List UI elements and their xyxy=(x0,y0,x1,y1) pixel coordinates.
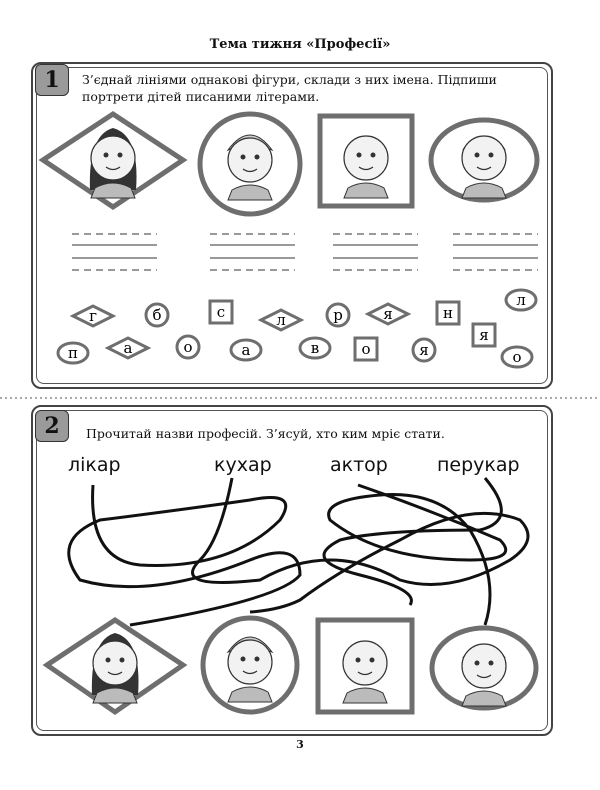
letter-char: л xyxy=(516,291,526,309)
letter-square xyxy=(355,338,377,360)
letter-char: р xyxy=(333,306,343,324)
portrait-girl-square-2 xyxy=(318,620,412,712)
letter-oval xyxy=(300,338,330,358)
profession-doctor: лікар xyxy=(68,454,121,476)
letter-char: в xyxy=(310,339,320,357)
letter-oval xyxy=(502,347,532,367)
letter-oval xyxy=(506,290,536,310)
letter-oval xyxy=(231,340,261,360)
profession-actor: актор xyxy=(330,454,388,476)
letter-char: я xyxy=(383,305,393,323)
page-number: 3 xyxy=(296,738,304,751)
letter-circle xyxy=(327,304,349,326)
letter-char: г xyxy=(89,307,97,325)
portrait-boy-oval xyxy=(431,120,537,200)
letter-char: с xyxy=(216,303,226,321)
letter-char: а xyxy=(241,341,251,359)
portrait-boy-circle-2 xyxy=(203,618,297,712)
exercise-1-number: 1 xyxy=(35,64,69,96)
profession-hairdresser: перукар xyxy=(437,454,520,476)
letter-circle xyxy=(146,304,168,326)
letter-diamond xyxy=(261,310,301,330)
portrait-girl-diamond-2 xyxy=(47,620,183,712)
letter-circle xyxy=(413,339,435,361)
letter-char: о xyxy=(512,348,522,366)
letter-diamond xyxy=(108,338,148,358)
letter-shapes xyxy=(58,290,536,367)
profession-cook: кухар xyxy=(214,454,272,476)
maze-lines xyxy=(69,478,528,625)
exercise-1-instruction: З’єднай лініями однакові фігури, склади з них імена. Підпиши портрети дітей писаними літерами. xyxy=(82,72,497,104)
portrait-girl-diamond xyxy=(43,114,183,207)
letter-char: н xyxy=(443,304,453,322)
exercise-2-instruction: Прочитай назви професій. З’ясуй, хто ким мріє стати. xyxy=(86,426,445,441)
letter-char: л xyxy=(276,311,286,329)
portrait-boy-circle xyxy=(200,114,300,214)
letter-char: о xyxy=(183,338,193,356)
letter-square xyxy=(210,301,232,323)
letter-oval xyxy=(58,343,88,363)
letter-square xyxy=(473,324,495,346)
letter-char: а xyxy=(123,339,133,357)
writing-lines xyxy=(72,234,538,270)
letter-char: я xyxy=(479,326,489,344)
exercise-2-number: 2 xyxy=(35,410,69,442)
letter-square xyxy=(437,302,459,324)
portrait-boy-oval-2 xyxy=(432,628,536,708)
letter-diamond xyxy=(368,304,408,324)
letter-diamond xyxy=(73,306,113,326)
letter-circle xyxy=(177,336,199,358)
page-title: Тема тижня «Професії» xyxy=(209,37,391,52)
letter-char: я xyxy=(419,341,429,359)
letter-char: б xyxy=(152,306,162,324)
portrait-girl-square xyxy=(320,116,412,206)
letter-char: о xyxy=(361,340,371,358)
letter-char: п xyxy=(68,344,78,362)
